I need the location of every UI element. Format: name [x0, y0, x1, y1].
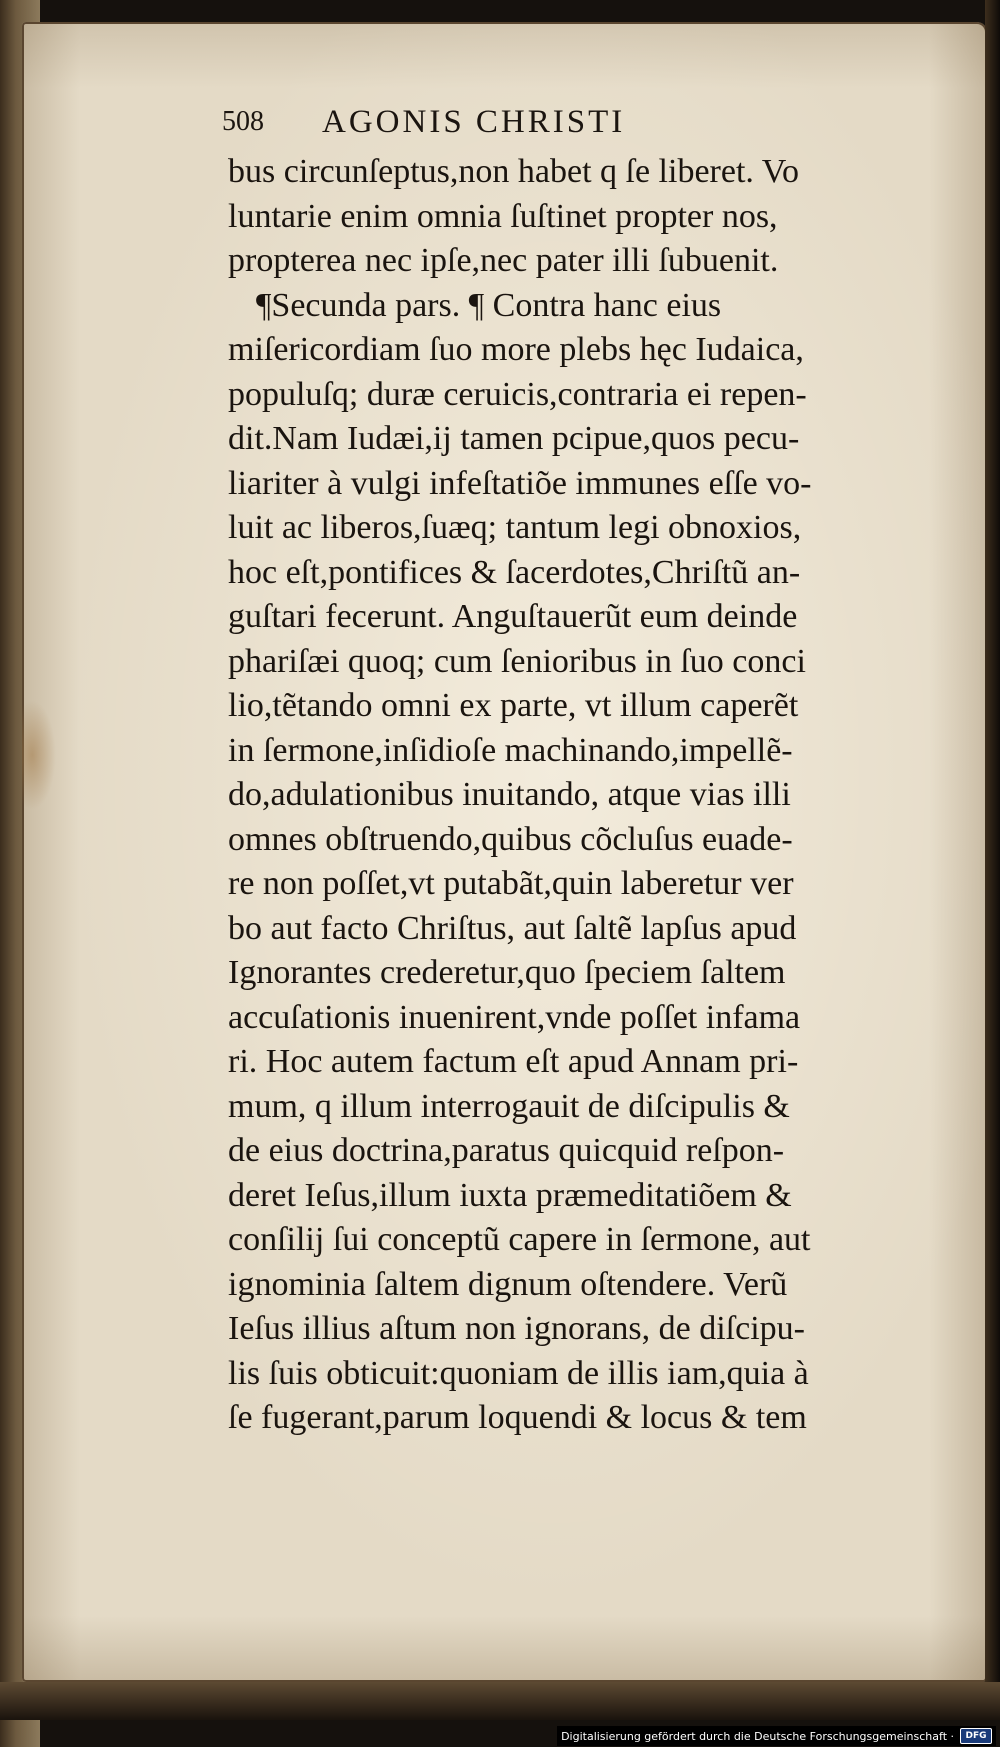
text-line: populuſq; duræ ceruicis,contraria ei repen‑	[228, 375, 807, 413]
digitization-footer	[557, 1726, 996, 1746]
text-line: Ignorantes crederetur,quo ſpeciem ſaltem	[228, 954, 786, 991]
text-line: miſericordiam ſuo more plebs hęc Iudaica,	[228, 331, 804, 368]
text-line: in ſermone,inſidioſe machinando,impellẽ‑	[228, 731, 793, 769]
text-line: ignominia ſaltem dignum oſtendere. Verũ	[228, 1265, 788, 1303]
text-line: deret Ieſus,illum iuxta præmeditatiõem &	[228, 1176, 792, 1214]
body-text	[228, 150, 928, 1441]
text-line: de eius doctrina,paratus quicquid reſpon‑	[228, 1132, 785, 1169]
text-line: dit.Nam Iudæi,ij tamen pcipue,quos pecu‑	[228, 420, 800, 457]
book-right-edge	[985, 0, 1000, 1700]
running-title: AGONIS CHRISTI	[322, 104, 626, 140]
text-line: hoc eſt,pontifices & ſacerdotes,Chriſtũ an‑	[228, 553, 801, 591]
section-heading-line: ¶Secunda pars. ¶ Contra hanc eius	[256, 286, 722, 324]
text-line: conſilij ſui conceptũ capere in ſermone, aut	[228, 1221, 811, 1258]
footer-credit: Digitalisierung gefördert durch die Deutsche Forschungsgemeinschaft ·	[561, 1729, 954, 1743]
text-line: accuſationis inuenirent,vnde poſſet infama	[228, 998, 801, 1036]
dfg-logo-icon: DFG	[960, 1728, 992, 1744]
text-line: Ieſus illius aſtum non ignorans, de diſcipu‑	[228, 1310, 805, 1347]
text-line: ri. Hoc autem factum eſt apud Annam pri‑	[228, 1043, 799, 1080]
text-line: bo aut facto Chriſtus, aut ſaltẽ lapſus apud	[228, 909, 797, 947]
book-bottom-edge	[0, 1682, 1000, 1720]
text-line: mum, q illum interrogauit de diſcipulis &	[228, 1087, 790, 1125]
page-header	[222, 104, 782, 150]
text-line: luntarie enim omnia ſuſtinet propter nos,	[228, 197, 778, 235]
text-line: omnes obſtruendo,quibus cõcluſus euade‑	[228, 820, 793, 858]
text-line: re non poſſet,vt putabãt,quin laberetur ver	[228, 865, 794, 902]
paper-stain	[22, 700, 56, 810]
text-line: lis ſuis obticuit:quoniam de illis iam,quia à	[228, 1354, 809, 1392]
text-line: liariter à vulgi infeſtatiõe immunes eſſe vo‑	[228, 464, 812, 502]
page-number: 508	[222, 106, 264, 137]
text-line: phariſæi quoq; cum ſenioribus in ſuo conci	[228, 642, 806, 680]
text-line: guſtari fecerunt. Anguſtauerũt eum deinde	[228, 598, 798, 635]
text-line: luit ac liberos,ſuæq; tantum legi obnoxios,	[228, 509, 802, 546]
text-line: ſe fugerant,parum loquendi & locus & tem	[228, 1399, 807, 1436]
text-line: do,adulationibus inuitando, atque vias illi	[228, 776, 791, 813]
text-line: lio,tẽtando omni ex parte, vt illum caperẽt	[228, 687, 799, 724]
text-line: bus circunſeptus,non habet q ſe liberet. Vo	[228, 153, 799, 190]
text-line: propterea nec ipſe,nec pater illi ſubuenit.	[228, 242, 779, 279]
